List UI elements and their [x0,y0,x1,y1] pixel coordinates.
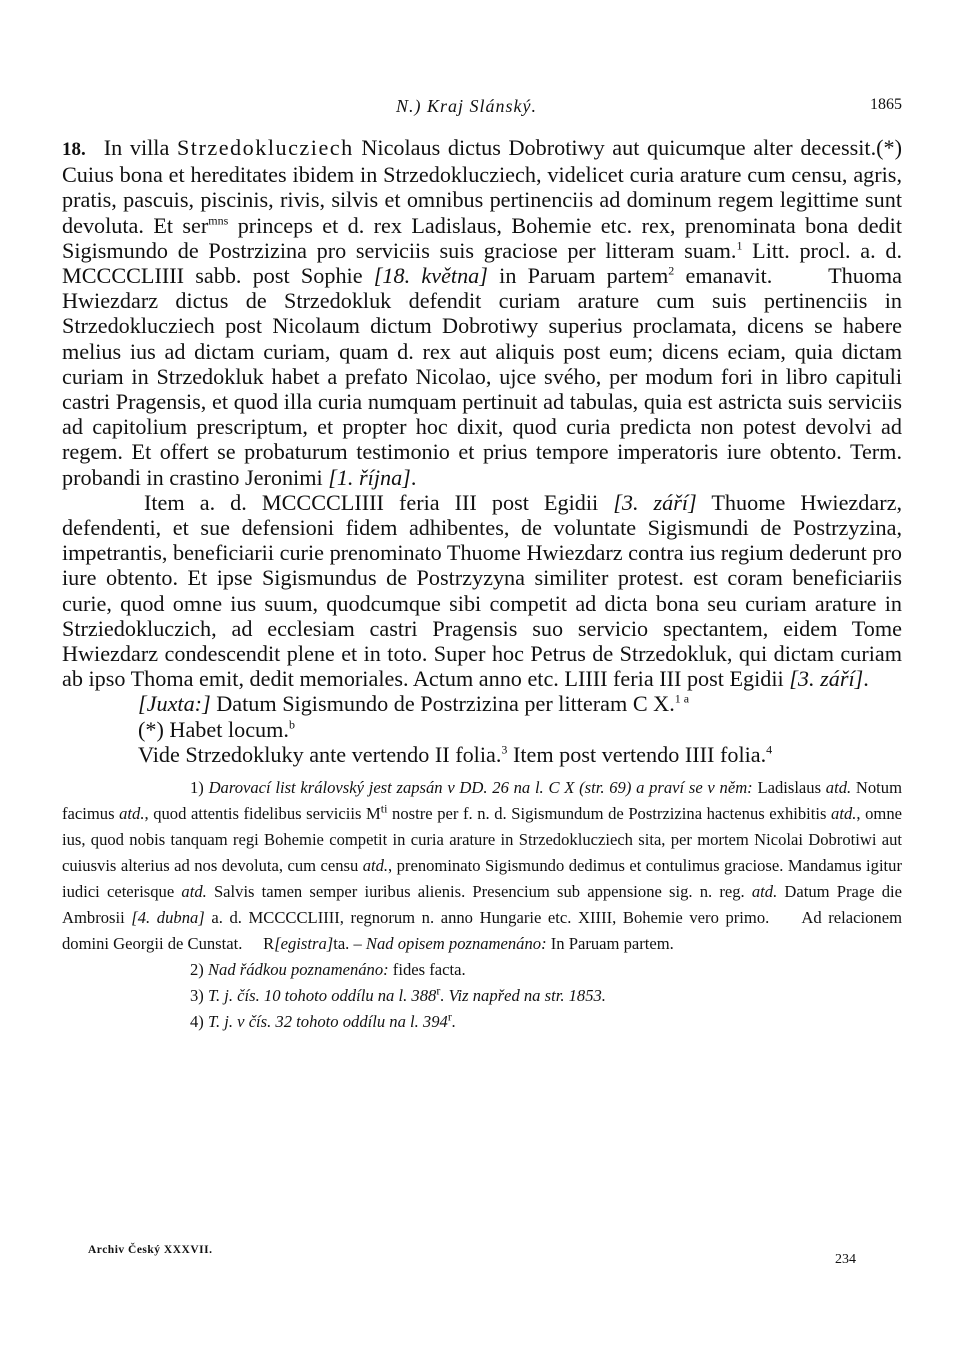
text-run: . [863,666,869,692]
place-name: Strzedoklucziech [176,135,354,160]
abbr: atd. [825,778,852,798]
publication-title: Archiv Český XXXVII. [88,1244,213,1256]
editor-note: . Viz napřed na str. 1853. [440,986,606,1006]
editor-note: T. j. v čís. 32 tohoto oddílu na l. 394 [203,1012,448,1032]
text-run: , quod attentis fidelibus serviciis M [144,804,381,824]
habet-line [62,717,902,742]
date-note: [3. září] [789,666,864,692]
text-run: Litt. procl. a. d. MCCCCLIIII sabb. post Sophie [62,237,903,289]
footnote-ref: b [288,717,295,732]
footnote-ref: 3 [501,742,508,757]
date-note: [4. dubna] [131,908,205,928]
running-header [62,92,902,122]
date-note: [1. října] [328,464,411,490]
footnote-ref: 1 [736,238,743,253]
footnote-ref: 1 a [674,692,690,707]
text-run: Salvis tamen semper iuribus alienis. Presencium sub appensione sig. n. reg. [206,882,752,902]
text-run: . [410,464,417,490]
footnote-mark: 1) [190,778,204,798]
entry-paragraph-1 [62,135,908,490]
entry-body [62,135,908,767]
page [62,92,908,1035]
abbr: atd. [181,882,207,902]
abbr: atd. [831,804,857,824]
text-run: Nicolaus dictus Dobrotiwy aut quicumque alter decessit.(*) Cuius bona et hereditates ibidem in Strzedoklucziech, videlicet curia arature cum censu, agris, pratis, pascuis, piscinis, rivis, silvis et omnibus pertinenciis ad dominum regem legittime sunt devoluta. Et ser [62,135,902,238]
abbr: [egistra] [274,934,334,954]
text-run: Item a. d. MCCCCLIIII feria III post Egidii [144,489,614,515]
text-run: in Paruam partem [487,263,669,289]
text-run: In villa [103,135,177,160]
text-run: In Paruam partem. [546,934,674,954]
text-run: Ladislaus [752,778,826,798]
juxta-line [62,691,902,716]
entry-number: 18. [62,139,86,160]
superscript: mns [208,213,229,228]
text-run: , prenominato Sigismundo dedimus et contulimus graciose. Mandamus igitur iudici ceterisque [62,856,902,902]
abbr: atd. [751,882,778,902]
text-run: Datum Prage die Ambrosii [62,882,902,928]
text-run: (*) Habet locum. [138,716,289,742]
footnote-mark: 3) [190,986,204,1006]
page-number: 1865 [870,96,902,113]
text-run: , omne ius, quod nobis tanquam regi Bohemie competit in curia arature in Strzedoklucziech sita, per mortem Nicolai Dobrotiwi aut cuiusvis alterius ad nos devoluta, cum censu [62,804,902,876]
text-run: ta. – [333,934,366,954]
text-run: fides facta. [388,960,466,980]
editor-note: T. j. čís. 10 tohoto oddílu na l. 388 [203,986,437,1006]
footnote-4 [62,1009,902,1035]
entry-paragraph-2 [62,490,902,692]
text-run: Vide Strzedokluky ante vertendo II folia. [138,741,502,767]
text-run: Item post vertendo IIII folia. [507,741,767,767]
date-note: [3. září] [613,489,697,515]
footnotes [62,775,907,1035]
footnote-1 [62,775,907,957]
footnote-mark: 2) [190,960,204,980]
superscript: ti [380,801,388,816]
sheet-number: 234 [835,1252,856,1267]
editor-note: . [451,1012,456,1032]
superscript: r [447,1009,452,1024]
abbr: atd. [362,856,389,876]
text-run: Datum Sigismundo de Postrzizina per litteram C X. [210,691,675,717]
editor-note: Nad opisem poznamenáno: [365,934,547,954]
text-run: nostre per f. n. d. Sigismundum de Postrzizina hactenus exhibitis [387,804,832,824]
text-run: princeps et d. rex Ladislaus, Bohemie etc. rex, prenominata bona dedit Sigismundo de Postrzizina pro serviciis suis graciose per litteram suam. [62,212,902,263]
page-footer [88,1244,856,1267]
superscript: r [436,983,441,998]
vide-line [62,742,902,767]
text-run: Notum facimus [62,778,902,824]
running-title: N.) Kraj Slánský. [396,96,537,116]
abbr: atd. [119,804,145,824]
editor-note: Nad řádkou poznamenáno: [203,960,389,980]
footnote-3 [62,983,902,1009]
juxta-label: [Juxta:] [138,691,211,717]
footnote-mark: 4) [190,1012,204,1032]
footnote-ref: 4 [766,742,773,757]
footnote-ref: 2 [668,263,675,278]
text-run: a. d. MCCCCLIIII, regnorum n. anno Hungarie etc. XIIII, Bohemie vero primo. Ad relacionem domini Georgii de Cunstat. R [62,908,907,954]
text-run: Thuome Hwiezdarz, defendenti, et sue defensioni fidem adhibentes, de voluntate Sigismundi de Postrzyzina, impetrantis, beneficiarii curie prenominato Thuome Hwiezdarz contra ius regium dederunt pro iure obtento. Et ipse Sigismundus de Postrzyzyna similiter protest. est coram beneficiariis curie, quod omne ius suum, quodcumque sibi competit ad dicta bona seu curiam arature in Strziedokluczich, ad ecclesiam castri Pragensis suo servicio spectantem, eidem Tome Hwiezdarz condescendit plene et in toto. Super hoc Petrus de Strzedokluk, qui dictam curiam ab ipso Thoma emit, dedit memoriales. Actum anno etc. LIIII feria III post Egidii [62,489,903,692]
date-note: [18. května] [373,263,488,289]
editor-note: Darovací list královský jest zapsán v DD. 26 na l. C X (str. 69) a praví se v něm: [203,778,753,798]
footnote-2 [62,957,902,983]
text-run: emanavit. Thuoma Hwiezdarz dictus de Strzedokluk defendit curiam arature cum suis pertinenciis in Strzedoklucziech post Nicolaum dictum Dobrotiwy superius proclamata, dicens se habere melius ius ad dictam curiam, quam d. rex aut aliquis post eum; dicens eciam, quia dictam curiam in Strzedokluk habet a prefato Nicolao, ujce svého, per modum fori in libro capituli castri Pragensis, et quod illa curia numquam pertinuit ad tabulas, quia est astricta suis serviciis ad capitolium prescriptum, et propter hoc dixit, quod curia predicta non potest devolvi ad regem. Et offert se probaturum testimonio et prius tempore imperatoris iure obtento. Term. probandi in crastino Jeronimi [62,263,908,490]
